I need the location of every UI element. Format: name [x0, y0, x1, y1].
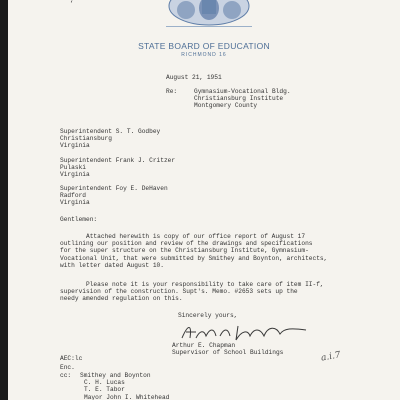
cc-item: T. E. Tabor: [84, 386, 125, 394]
enclosure: Enc.: [60, 364, 75, 371]
handwritten-signature-icon: [180, 322, 310, 342]
corner-mark: ʻ: [70, 0, 73, 10]
recipient-name: Superintendent Frank J. Critzer: [60, 157, 176, 164]
paragraph-line: Attached herewith is copy of our office report of August 17: [86, 233, 306, 240]
recipient-2: [60, 157, 175, 179]
paragraph-2: [60, 281, 324, 303]
cc-item: C. H. Lucas: [84, 379, 125, 387]
re-line: Gymnasium-Vocational Bldg.: [194, 88, 291, 95]
paragraph-line: Vocational Unit, that were submitted by Smithey and Boynton, architects,: [60, 254, 328, 262]
recipient-1: [60, 128, 160, 150]
signature-title: Supervisor of School Buildings: [172, 349, 284, 356]
cc-label: cc:: [60, 372, 72, 379]
cc-item: Mayor John I. Whitehead: [84, 393, 170, 400]
state-seal-icon: [166, 0, 252, 27]
recipient-state: Virginia: [60, 171, 90, 179]
recipient-name: Superintendent Foy E. DeHaven: [60, 185, 168, 192]
paragraph-line: outlining our position and review of the drawings and specifications: [60, 240, 313, 248]
recipient-city: Pulaski: [60, 164, 86, 172]
cc-list: [80, 372, 169, 400]
paragraph-1: [60, 233, 327, 269]
recipient-3: [60, 185, 168, 207]
paragraph-line: with letter dated August 10.: [60, 261, 164, 269]
paragraph-line: for the super structure on the Christiansburg Institute, Gymnasium-: [60, 247, 309, 255]
re-subject: [194, 88, 291, 110]
re-line: Christiansburg Institute: [194, 95, 284, 103]
paragraph-line: supervision of the construction. Supt's. Memo. #2653 sets up the: [60, 288, 298, 296]
paragraph-line: Please note it is your responsibility to take care of item II-f,: [86, 281, 324, 288]
letter-page: [8, 0, 400, 400]
salutation: Gentlemen:: [60, 216, 98, 223]
recipient-city: Christiansburg: [60, 135, 112, 143]
letterhead-org: STATE BOARD OF EDUCATION: [138, 41, 270, 51]
handwritten-note: a.i.7: [320, 350, 342, 364]
re-line: Montgomery County: [194, 102, 258, 110]
paragraph-line: needy amended regulation on this.: [60, 295, 183, 303]
recipient-state: Virginia: [60, 142, 90, 150]
closing: Sincerely yours,: [178, 312, 238, 319]
recipient-state: Virginia: [60, 199, 90, 207]
letterhead-city: RICHMOND 16: [181, 52, 227, 58]
recipient-city: Radford: [60, 192, 86, 200]
cc-item: Smithey and Boynton: [80, 372, 151, 379]
letter-date: August 21, 1951: [166, 74, 222, 81]
initials: AEC:lc: [60, 355, 83, 362]
signature-name: Arthur E. Chapman: [172, 342, 236, 349]
recipient-name: Superintendent S. T. Godbey: [60, 128, 161, 135]
re-label: Re:: [166, 88, 178, 95]
